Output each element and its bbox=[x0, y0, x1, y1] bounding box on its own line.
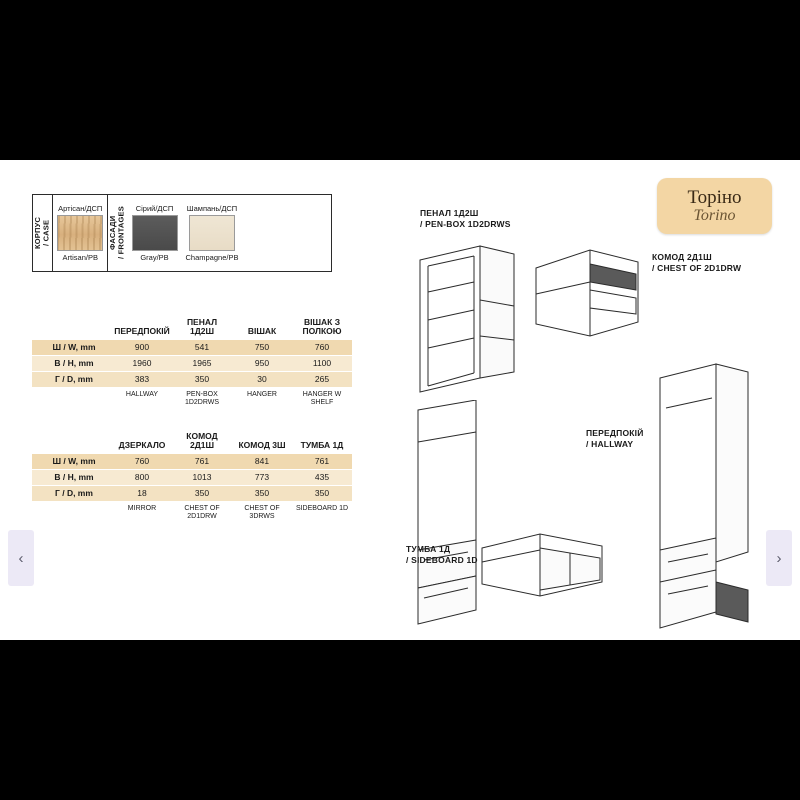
badge-title-uk: Торіно bbox=[687, 187, 742, 208]
t1-r0-c3: 750 bbox=[232, 340, 292, 356]
t1-r0-label: Ш / W, mm bbox=[32, 340, 112, 356]
t2-f2: CHEST OF 2D1DRW bbox=[184, 504, 220, 520]
t1-f0 bbox=[32, 387, 112, 407]
caption-sideboard-en: / SIDEBOARD 1D bbox=[406, 554, 478, 565]
t2-h3: КОМОД 3Ш bbox=[238, 440, 286, 451]
swatch-champagne-label-uk: Шампань/ДСП bbox=[186, 204, 238, 213]
t2-r0-c3: 841 bbox=[232, 454, 292, 470]
t1-r2-c1: 383 bbox=[112, 371, 172, 387]
t1-r1-c2: 1965 bbox=[172, 355, 232, 371]
t2-r1-c2: 1013 bbox=[172, 469, 232, 485]
t1-r0-c2: 541 bbox=[172, 340, 232, 356]
torino-brand-badge bbox=[657, 178, 772, 234]
table-row bbox=[32, 355, 352, 371]
t1-f3: HANGER bbox=[247, 390, 277, 398]
swatch-champagne-color bbox=[189, 215, 235, 251]
caption-pen-box-en: / PEN-BOX 1D2DRWS bbox=[420, 218, 511, 229]
swatch-artisan-label-uk: Артісан/ДСП bbox=[58, 204, 103, 213]
next-slide-button[interactable] bbox=[766, 530, 792, 586]
catalog-sheet bbox=[0, 160, 800, 640]
t2-r2-c3: 350 bbox=[232, 485, 292, 501]
t1-f4: HANGER W SHELF bbox=[302, 390, 342, 406]
swatch-artisan-color bbox=[57, 215, 103, 251]
t2-r2-c1: 18 bbox=[112, 485, 172, 501]
t2-f3: CHEST OF 3DRWS bbox=[244, 504, 280, 520]
t2-f0 bbox=[32, 501, 112, 521]
table-row bbox=[32, 340, 352, 356]
caption-pen-box-uk: ПЕНАЛ 1Д2Ш bbox=[420, 208, 479, 218]
t2-h4: ТУМБА 1Д bbox=[300, 440, 344, 451]
caption-hallway-uk: ПЕРЕДПОКІЙ bbox=[586, 428, 644, 438]
t2-r2-c2: 350 bbox=[172, 485, 232, 501]
t2-r1-label: В / H, mm bbox=[32, 469, 112, 485]
caption-sideboard bbox=[406, 544, 478, 565]
t2-r2-label: Г / D, mm bbox=[32, 485, 112, 501]
legend-swatch-champagne bbox=[182, 195, 243, 271]
materials-legend bbox=[32, 194, 332, 272]
t1-h0 bbox=[32, 318, 112, 340]
t2-h1: ДЗЕРКАЛО bbox=[118, 440, 166, 451]
drawing-pen-box-closed bbox=[528, 238, 646, 346]
t2-r1-c3: 773 bbox=[232, 469, 292, 485]
t1-h2: ПЕНАЛ 1Д2Ш bbox=[186, 317, 218, 337]
t2-h2: КОМОД 2Д1Ш bbox=[186, 431, 218, 451]
swatch-gray-label-uk: Сірий/ДСП bbox=[135, 204, 174, 213]
t2-r1-c1: 800 bbox=[112, 469, 172, 485]
badge-title-en: Torino bbox=[693, 207, 736, 224]
legend-frontages-label: ФАСАДИ / FRONTAGES bbox=[108, 206, 126, 260]
swatch-champagne-label-en: Champagne/PB bbox=[185, 253, 239, 262]
t1-r1-c4: 1100 bbox=[292, 355, 352, 371]
t1-h3: ВІШАК bbox=[247, 326, 277, 337]
t1-r1-label: В / H, mm bbox=[32, 355, 112, 371]
t1-r1-c3: 950 bbox=[232, 355, 292, 371]
t1-h4: ВІШАК З ПОЛКОЮ bbox=[302, 317, 342, 337]
t1-r0-c4: 760 bbox=[292, 340, 352, 356]
t2-r0-c4: 761 bbox=[292, 454, 352, 470]
chevron-left-icon: ‹ bbox=[18, 549, 24, 567]
table-row bbox=[32, 371, 352, 387]
t1-h1: ПЕРЕДПОКІЙ bbox=[114, 326, 170, 337]
table-row bbox=[32, 454, 352, 470]
t2-r0-label: Ш / W, mm bbox=[32, 454, 112, 470]
legend-swatch-artisan bbox=[53, 195, 107, 271]
prev-slide-button[interactable] bbox=[8, 530, 34, 586]
t1-r2-label: Г / D, mm bbox=[32, 371, 112, 387]
drawing-pen-box-open bbox=[410, 240, 530, 400]
swatch-gray-label-en: Gray/PB bbox=[140, 253, 169, 262]
t1-r0-c1: 900 bbox=[112, 340, 172, 356]
chevron-right-icon: › bbox=[776, 549, 782, 567]
t1-r2-c4: 265 bbox=[292, 371, 352, 387]
swatch-artisan-label-en: Artisan/PB bbox=[62, 253, 98, 262]
t2-f1: MIRROR bbox=[127, 504, 157, 512]
t2-r0-c1: 760 bbox=[112, 454, 172, 470]
t1-r2-c2: 350 bbox=[172, 371, 232, 387]
legend-swatch-gray bbox=[128, 195, 182, 271]
t2-r0-c2: 761 bbox=[172, 454, 232, 470]
t1-f1: HALLWAY bbox=[125, 390, 159, 398]
caption-chest bbox=[652, 252, 741, 273]
t2-r1-c4: 435 bbox=[292, 469, 352, 485]
t1-f2: PEN-BOX 1D2DRWS bbox=[184, 390, 220, 406]
caption-pen-box bbox=[420, 208, 511, 229]
t2-r2-c4: 350 bbox=[292, 485, 352, 501]
table-row bbox=[32, 469, 352, 485]
caption-sideboard-uk: ТУМБА 1Д bbox=[406, 544, 451, 554]
caption-chest-uk: КОМОД 2Д1Ш bbox=[652, 252, 712, 262]
caption-chest-en: / CHEST OF 2D1DRW bbox=[652, 262, 742, 273]
drawing-hallway-right bbox=[632, 350, 762, 650]
t1-r2-c3: 30 bbox=[232, 371, 292, 387]
t2-h0 bbox=[32, 432, 112, 454]
t1-r1-c1: 1960 bbox=[112, 355, 172, 371]
t2-f4: SIDEBOARD 1D bbox=[295, 504, 349, 512]
spec-table-2 bbox=[32, 432, 352, 521]
caption-hallway-en: / HALLWAY bbox=[586, 438, 634, 449]
spec-table-1 bbox=[32, 318, 352, 407]
swatch-gray-color bbox=[132, 215, 178, 251]
drawing-sideboard bbox=[474, 526, 610, 606]
table-row bbox=[32, 485, 352, 501]
legend-case-label: КОРПУС / CASE bbox=[33, 216, 51, 250]
